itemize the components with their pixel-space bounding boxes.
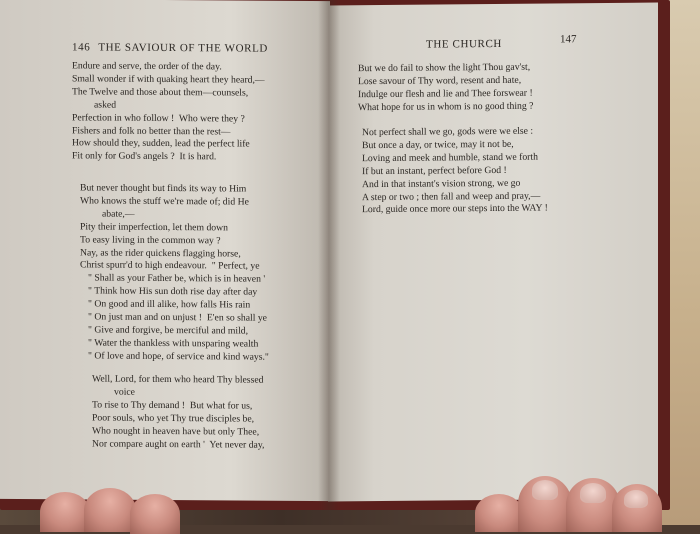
text-line: asked: [94, 99, 117, 111]
book-gutter: [318, 0, 340, 510]
fingernail: [580, 483, 606, 503]
text-line: " On just man and on unjust ! E'en so shall ye: [88, 311, 267, 324]
text-line: Endure and serve, the order of the day.: [72, 60, 222, 73]
right-stanza-2: [362, 126, 548, 218]
text-line: voice: [114, 386, 135, 398]
text-line: Nay, as the rider quickens flagging horse,: [80, 246, 241, 260]
text-line: Who nought in heaven have but only Thee,: [92, 425, 260, 438]
right-page-number: 147: [560, 33, 577, 46]
text-line: " Give and forgive, be merciful and mild,: [88, 324, 249, 337]
text-line: " Of love and hope, of service and kind ways.": [88, 350, 269, 363]
text-line: Nor compare aught on earth ' Yet never day,: [92, 438, 265, 451]
text-line: Christ spurr'd to high endeavour. " Perfect, ye: [80, 259, 260, 273]
left-stanza-3: [92, 373, 264, 452]
text-line: Perfection in who follow ! Who were they ?: [72, 111, 245, 125]
text-line: Small wonder if with quaking heart they heard,—: [72, 73, 265, 86]
text-line: Fit only for God's angels ? It is hard.: [72, 150, 217, 163]
right-running-head: THE CHURCH: [426, 37, 502, 51]
text-line: Poor souls, who yet Thy true disciples be,: [92, 412, 255, 425]
finger: [130, 494, 180, 534]
fingernail: [532, 480, 558, 500]
text-line: Not perfect shall we go, gods were we else :: [362, 125, 534, 139]
text-line: " Water the thankless with unsparing wealth: [88, 337, 259, 350]
text-line: What hope for us in whom is no good thing ?: [358, 100, 534, 113]
text-line: Who knows the stuff we're made of; did He: [80, 195, 249, 208]
text-line: Well, Lord, for them who heard Thy blessed: [92, 373, 264, 386]
text-line: The Twelve and those about them—counsels,: [72, 86, 249, 99]
finger: [475, 494, 523, 532]
text-line: " On good and ill alike, how falls His rain: [88, 298, 251, 311]
right-page: [328, 3, 658, 502]
text-line: Lord, guide once more our steps into the WAY !: [362, 202, 548, 216]
text-line: To rise to Thy demand ! But what for us,: [92, 399, 253, 412]
left-page-header: [72, 41, 268, 54]
text-line: Pity their imperfection, let them down: [80, 221, 228, 234]
text-line: How should they, sudden, lead the perfect life: [72, 137, 250, 151]
text-line: Loving and meek and humble, stand we forth: [362, 151, 538, 164]
text-line: Indulge our flesh and lie and Thee forswear !: [358, 87, 533, 100]
text-line: A step or two ; then fall and weep and pray,—: [362, 190, 541, 203]
text-line: abate,—: [102, 208, 135, 220]
text-line: Lose savour of Thy word, resent and hate,: [358, 74, 522, 88]
right-stanza-1: [358, 62, 533, 115]
text-line: " Think how His sun doth rise day after day: [88, 285, 258, 298]
left-page: [0, 0, 330, 501]
left-page-number: 146: [72, 41, 91, 54]
fingernail: [624, 490, 648, 508]
left-running-head: THE SAVIOUR OF THE WORLD: [98, 41, 268, 55]
finger: [40, 492, 90, 532]
finger: [84, 488, 136, 532]
text-line: But once a day, or twice, may it not be,: [362, 138, 514, 152]
text-line: If but an instant, perfect before God !: [362, 164, 507, 177]
text-line: " Shall as your Father be, which is in heaven ': [88, 272, 266, 286]
text-line: To easy living in the common way ?: [80, 234, 221, 247]
text-line: But never thought but finds its way to Him: [80, 182, 247, 195]
text-line: And in that instant's vision strong, we go: [362, 177, 521, 190]
text-line: Fishers and folk no better than the rest—: [72, 124, 231, 137]
left-stanza-1: [72, 60, 265, 165]
left-stanza-2: [80, 182, 269, 364]
text-line: But we do fail to show the light Thou gav'st,: [358, 61, 531, 75]
